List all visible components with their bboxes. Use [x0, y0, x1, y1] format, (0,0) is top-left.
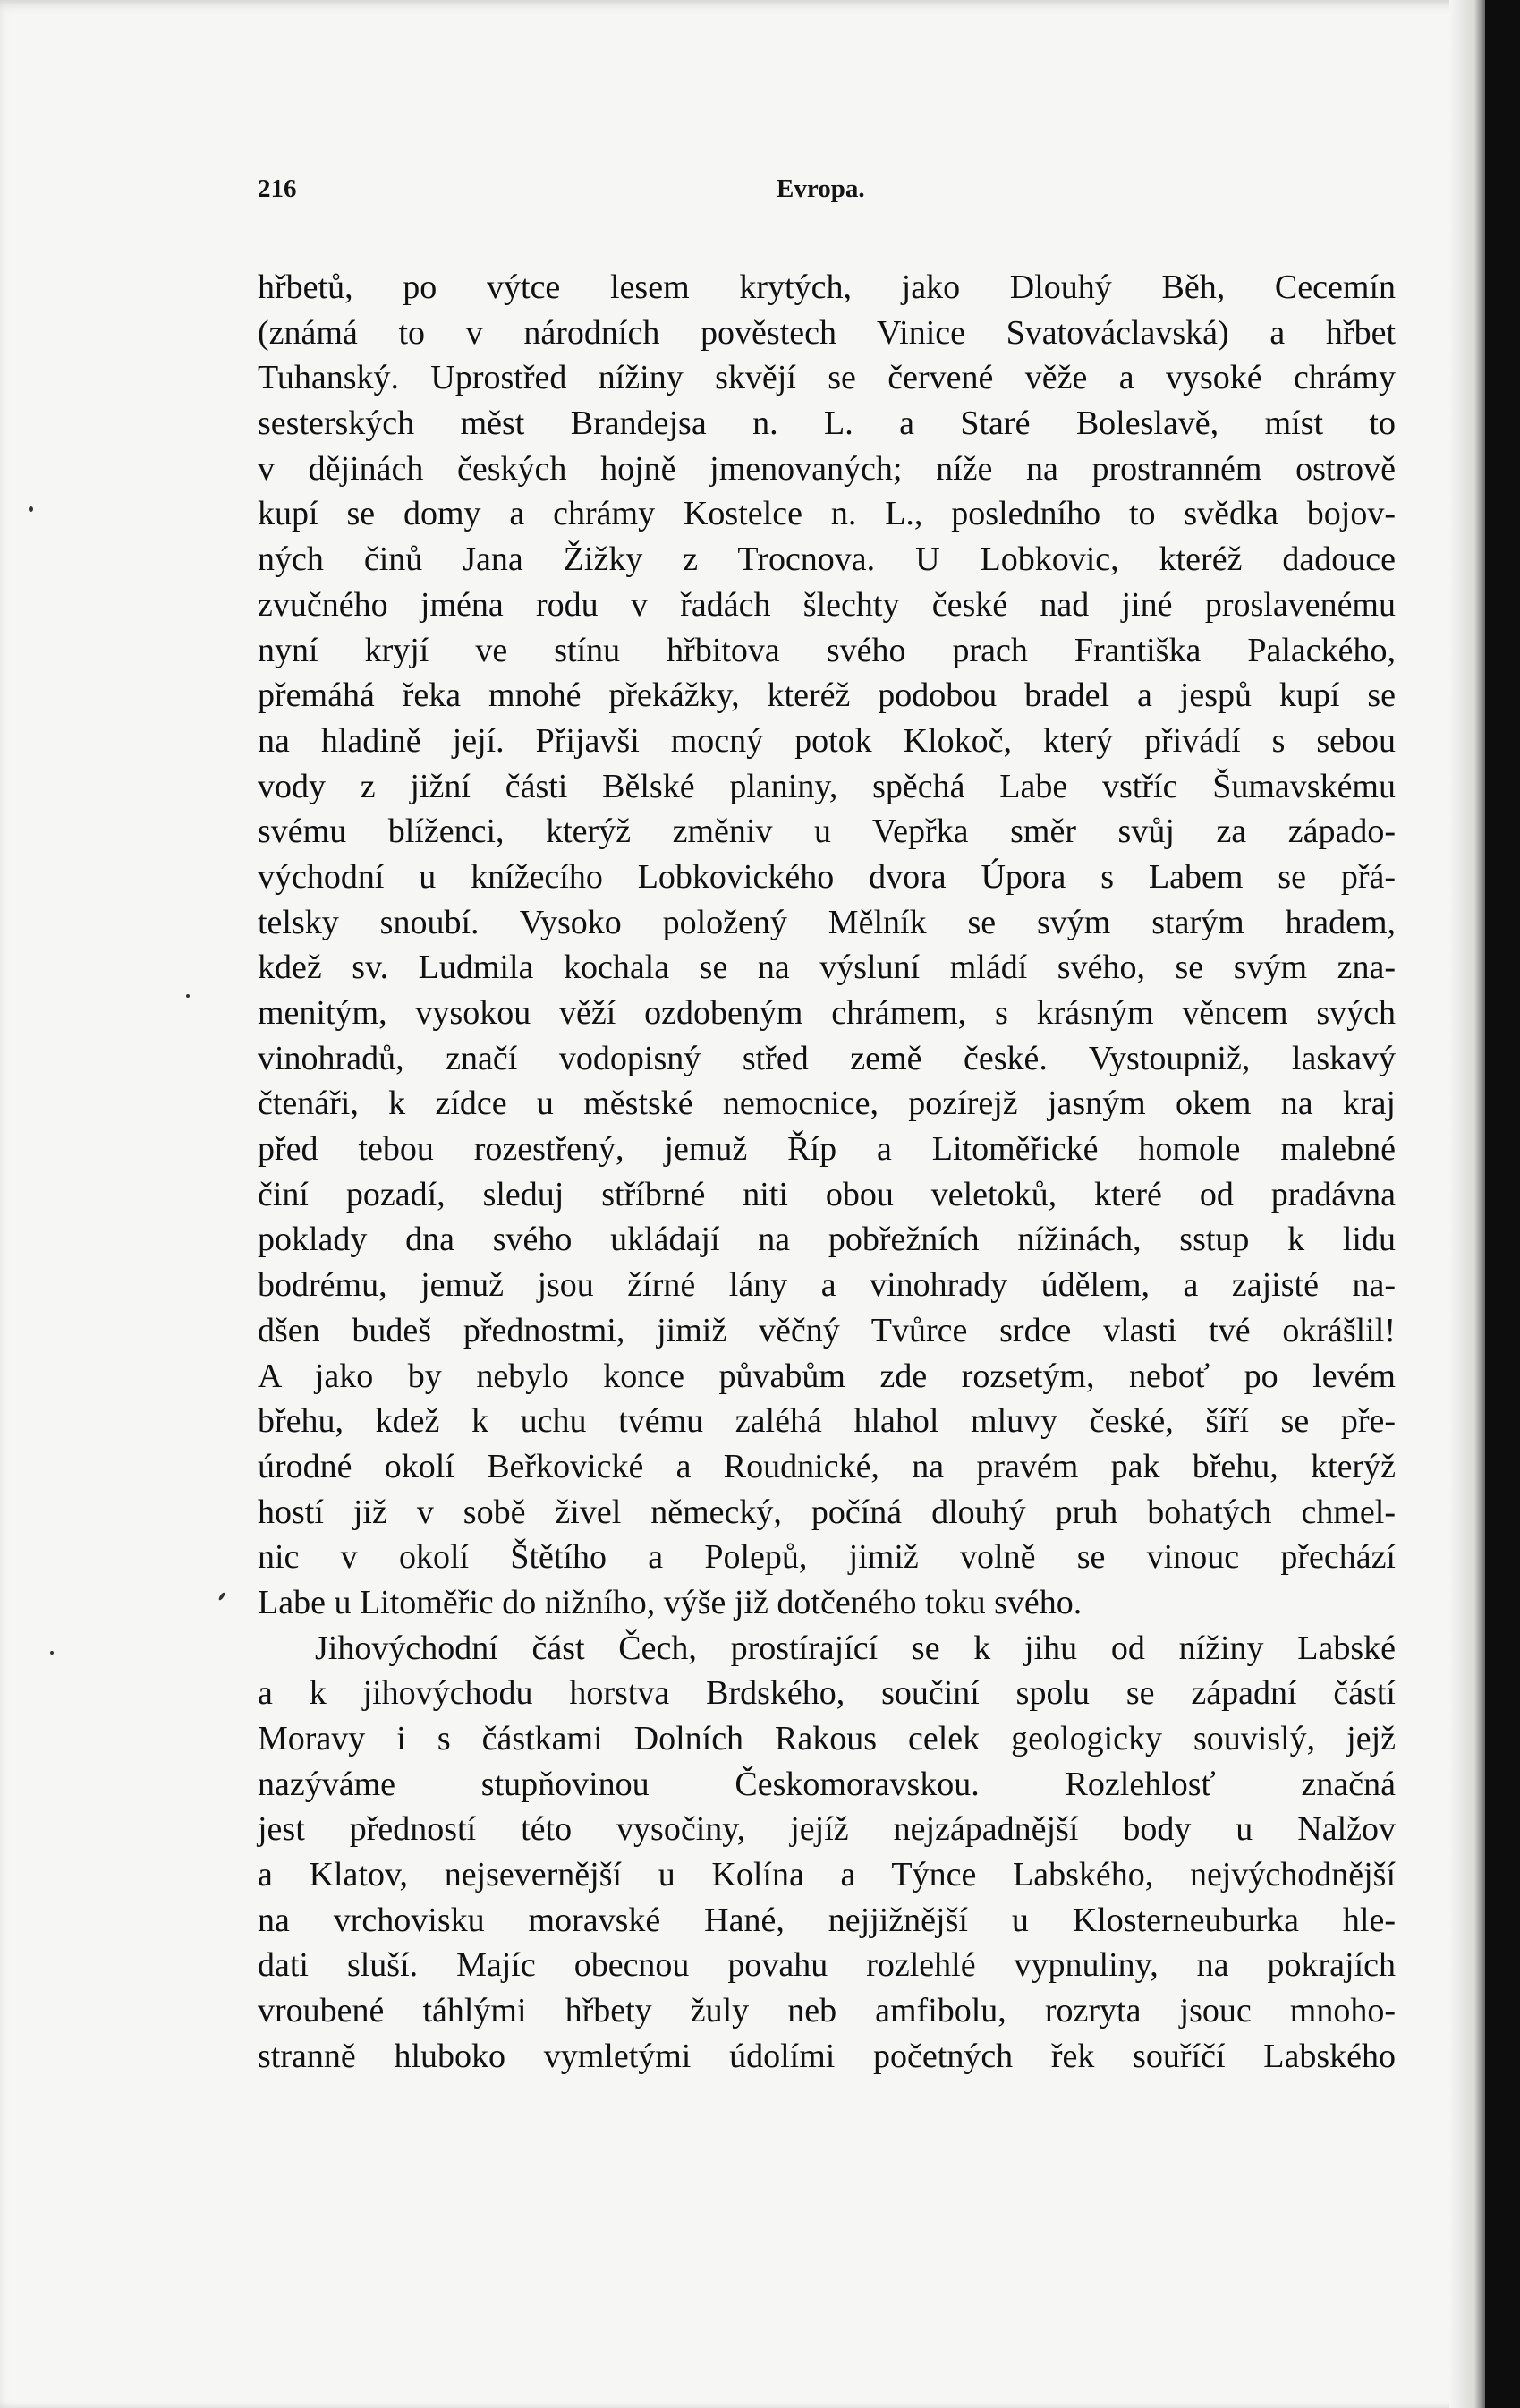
text-line: dati sluší. Majíc obecnou povahu rozlehlé vypnuliny, na pokrajích — [258, 1946, 1396, 1985]
text-line: poklady dna svého ukládají na pobřežních nížinách, sstup k lidu — [258, 1221, 1396, 1259]
text-line: Jihovýchodní část Čech, prostírající se k jihu od nížiny Labské — [315, 1629, 1396, 1667]
page-number: 216 — [258, 174, 297, 203]
text-line: přemáhá řeka mnohé překážky, kteréž podobou bradel a jespů kupí se — [258, 676, 1396, 715]
text-line: jest předností této vysočiny, jejíž nejzápadnější body u Nalžov — [258, 1810, 1396, 1849]
text-line: kdež sv. Ludmila kochala se na výsluní mládí svého, se svým zna- — [258, 949, 1396, 987]
text-line: zvučného jména rodu v řadách šlechty české nad jiné proslavenému — [258, 585, 1396, 624]
text-line: menitým, vysokou věží ozdobeným chrámem, s krásným věncem svých — [258, 994, 1396, 1032]
page-edge-shadow — [1449, 0, 1485, 2408]
running-head — [258, 174, 1396, 210]
margin-speck — [186, 994, 190, 998]
text-line: vroubené táhlými hřbety žuly neb amfibolu, rozryta jsouc mnoho- — [258, 1992, 1396, 2030]
text-line: hřbetů, po výtce lesem krytých, jako Dlouhý Běh, Cecemín — [258, 268, 1396, 306]
paragraph — [258, 1626, 1396, 2080]
text-line: ných činů Jana Žižky z Trocnova. U Lobkovic, kteréž dadouce — [258, 540, 1396, 579]
text-line: v dějinách českých hojně jmenovaných; níže na prostranném ostrově — [258, 449, 1396, 488]
text-line: a Klatov, nejsevernější u Kolína a Týnce Labského, nejvýchodnější — [258, 1856, 1396, 1894]
text-line: nyní kryjí ve stínu hřbitova svého prach Františka Palackého, — [258, 631, 1396, 669]
text-line: na vrchovisku moravské Hané, nejjižnější u Klosterneuburka hle- — [258, 1901, 1396, 1939]
text-line: sesterských měst Brandejsa n. L. a Staré Boleslavě, míst to — [258, 404, 1396, 443]
text-line: vody z jižní části Bělské planiny, spěchá Labe vstříc Šumavskému — [258, 767, 1396, 805]
text-line: telsky snoubí. Vysoko položený Mělník se svým starým hradem, — [258, 903, 1396, 941]
text-line: nazýváme stupňovinou Českomoravskou. Rozlehlosť značná — [258, 1765, 1396, 1803]
text-line: a k jihovýchodu horstva Brdského, součiní spolu se západní částí — [258, 1674, 1396, 1713]
paragraph — [258, 265, 1396, 1626]
text-line: Moravy i s částkami Dolních Rakous celek geologicky souvislý, jejž — [258, 1720, 1396, 1757]
text-line: (známá to v národních pověstech Vinice Svatováclavská) a hřbet — [258, 313, 1396, 352]
text-line: činí pozadí, sleduj stříbrné niti obou veletoků, které od pradávna — [258, 1175, 1396, 1213]
text-line: čtenáři, k zídce u městské nemocnice, pozírejž jasným okem na kraj — [258, 1085, 1396, 1123]
margin-speck — [217, 1592, 225, 1601]
body-text — [258, 265, 1396, 2080]
text-line: kupí se domy a chrámy Kostelce n. L., posledního to svědka bojov- — [258, 495, 1396, 533]
text-line: hostí již v sobě živel německý, počíná dlouhý pruh bohatých chmel- — [258, 1493, 1396, 1531]
text-line: Tuhanský. Uprostřed nížiny skvějí se červené věže a vysoké chrámy — [258, 359, 1396, 397]
text-line: stranně hluboko vymletými údolími početných řek souříčí Labského — [258, 2037, 1396, 2075]
margin-speck — [50, 1651, 54, 1655]
text-line: úrodné okolí Beřkovické a Roudnické, na pravém pak břehu, kterýž — [258, 1447, 1396, 1485]
text-line: východní u knížecího Lobkovického dvora Úpora s Labem se přá- — [258, 857, 1396, 896]
text-line: bodrému, jemuž jsou žírné lány a vinohrady údělem, a zajisté na- — [258, 1266, 1396, 1305]
text-line: nic v okolí Štětího a Polepů, jimiž volně se vinouc přechází — [258, 1538, 1396, 1577]
text-line: svému blíženci, kterýž změniv u Vepřka směr svůj za západo- — [258, 813, 1396, 851]
text-line: A jako by nebylo konce půvabům zde rozsetým, neboť po levém — [258, 1357, 1396, 1395]
margin-speck — [29, 506, 33, 512]
text-line: před tebou rozestřený, jemuž Říp a Litoměřické homole malebné — [258, 1130, 1396, 1169]
text-line: vinohradů, značí vodopisný střed země české. Vystoupniž, laskavý — [258, 1039, 1396, 1077]
text-line: břehu, kdež k uchu tvému zaléhá hlahol mluvy české, šíří se pře- — [258, 1402, 1396, 1441]
text-line: dšen budeš přednostmi, jimiž věčný Tvůrce srdce vlasti tvé okrášlil! — [258, 1311, 1396, 1349]
text-line: Labe u Litoměřic do nižního, výše již dotčeného toku svého. — [258, 1583, 1083, 1621]
text-line: na hladině její. Přijavši mocný potok Klokoč, který přivádí s sebou — [258, 721, 1396, 760]
section-title: Evropa. — [777, 174, 865, 203]
